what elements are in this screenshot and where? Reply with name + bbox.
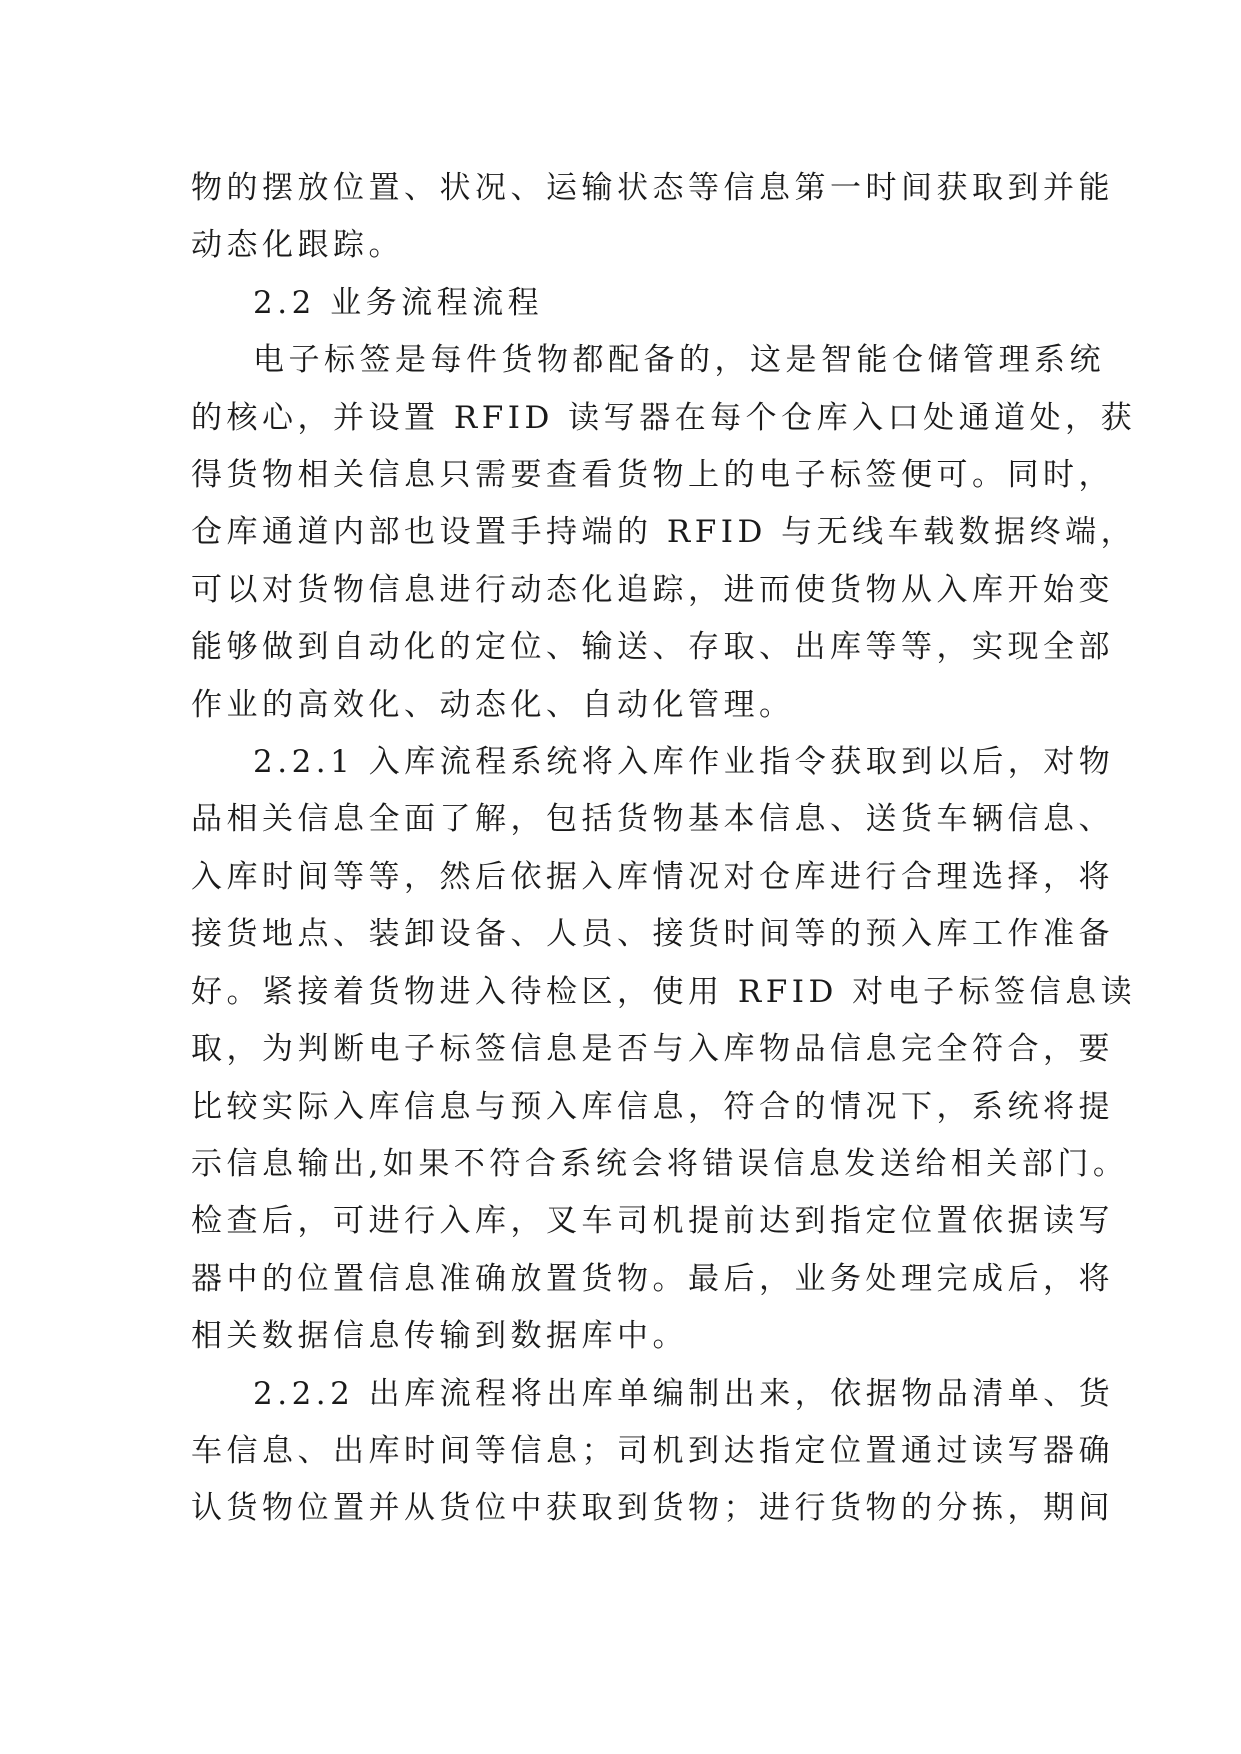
- text-line: 作业的高效化、动态化、自动化管理。: [191, 686, 795, 723]
- text-line: 接货地点、装卸设备、人员、接货时间等的预入库工作准备: [191, 916, 1114, 953]
- text-line: 检查后，可进行入库，叉车司机提前达到指定位置依据读写: [191, 1203, 1114, 1240]
- text-line: 能够做到自动化的定位、输送、存取、出库等等，实现全部: [191, 629, 1114, 666]
- paragraph-first-line: 2.2 业务流程流程: [253, 284, 544, 321]
- text-line: 动态化跟踪。: [191, 227, 404, 264]
- text-line: 好。紧接着货物进入待检区，使用 RFID 对电子标签信息读: [191, 973, 1137, 1010]
- text-line: 得货物相关信息只需要查看货物上的电子标签便可。同时，: [191, 457, 1114, 494]
- paragraph-first-line: 2.2.1 入库流程系统将入库作业指令获取到以后，对物: [253, 744, 1115, 781]
- text-line: 可以对货物信息进行动态化追踪，进而使货物从入库开始变: [191, 571, 1114, 608]
- text-line: 比较实际入库信息与预入库信息，符合的情况下，系统将提: [191, 1088, 1114, 1125]
- paragraph-first-line: 2.2.2 出库流程将出库单编制出来，依据物品清单、货: [253, 1375, 1115, 1412]
- text-line: 入库时间等等，然后依据入库情况对仓库进行合理选择，将: [191, 858, 1114, 895]
- text-line: 器中的位置信息准确放置货物。最后，业务处理完成后，将: [191, 1260, 1114, 1297]
- text-line: 示信息输出,如果不符合系统会将错误信息发送给相关部门。: [191, 1145, 1129, 1182]
- text-line: 物的摆放位置、状况、运输状态等信息第一时间获取到并能: [191, 170, 1114, 206]
- text-line: 车信息、出库时间等信息；司机到达指定位置通过读写器确: [191, 1432, 1114, 1469]
- text-line: 品相关信息全面了解，包括货物基本信息、送货车辆信息、: [191, 801, 1114, 838]
- text-line: 相关数据信息传输到数据库中。: [191, 1318, 688, 1355]
- text-line: 的核心，并设置 RFID 读写器在每个仓库入口处通道处，获: [191, 399, 1137, 436]
- text-line: 仓库通道内部也设置手持端的 RFID 与无线车载数据终端，: [191, 514, 1137, 551]
- document-body: [191, 160, 1137, 1538]
- paragraph-first-line: 电子标签是每件货物都配备的，这是智能仓储管理系统: [253, 342, 1105, 379]
- text-line: 认货物位置并从货位中获取到货物；进行货物的分拣，期间: [191, 1490, 1114, 1527]
- text-line: 取，为判断电子标签信息是否与入库物品信息完全符合，要: [191, 1031, 1114, 1068]
